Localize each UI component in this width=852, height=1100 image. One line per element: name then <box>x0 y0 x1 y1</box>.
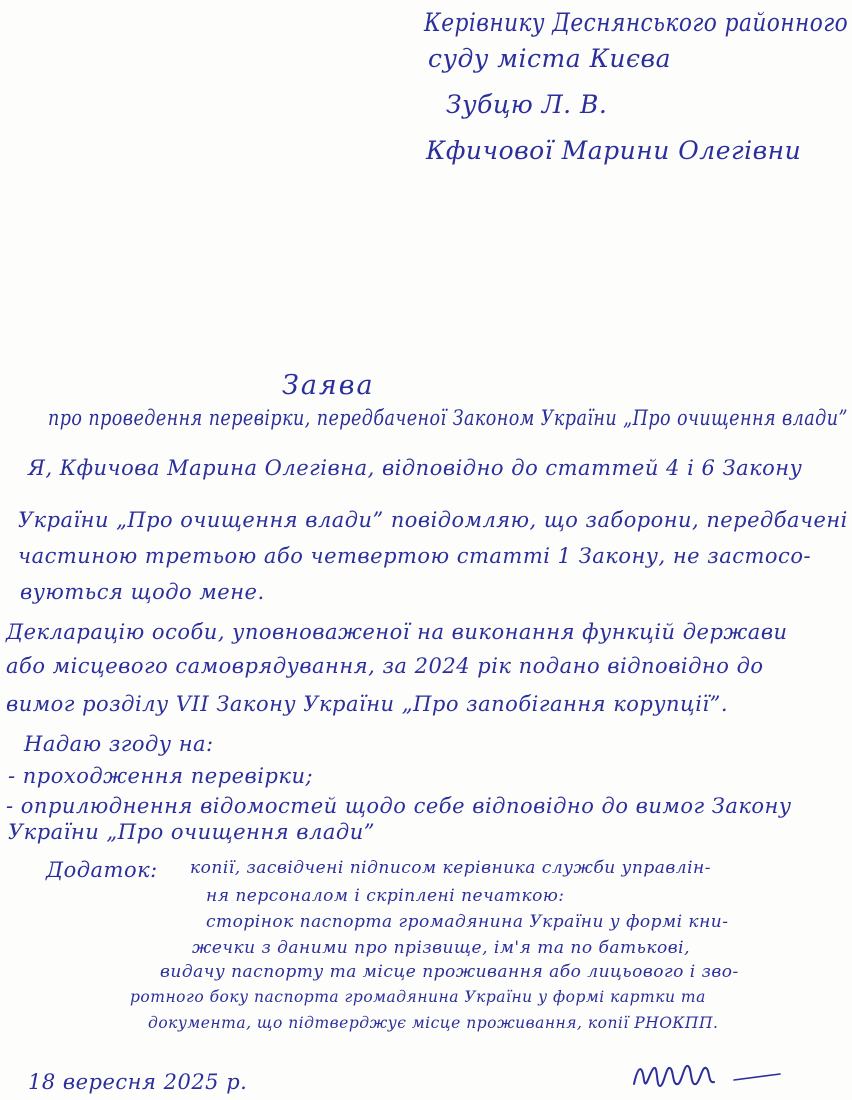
addressee-line-3: Зубцю Л. В. <box>446 90 608 119</box>
consent-item-2-cont: України „Про очищення влади” <box>8 820 375 844</box>
paragraph-2-line-3: вимог розділу VII Закону України „Про запобігання корупції”. <box>6 692 729 716</box>
attachment-line-1: копії, засвідчені підписом керівника служби управлін- <box>190 858 711 878</box>
attachment-line-6: ротного боку паспорта громадянина України у формі картки та <box>130 988 706 1006</box>
attachment-line-7: документа, що підтверджує місце проживання, копії РНОКПП. <box>148 1014 719 1032</box>
paragraph-1-line-3: частиною третьою або четвертою статті 1 Закону, не застосо- <box>18 544 812 568</box>
attachment-line-4: жечки з даними про прізвище, ім'я та по батькові, <box>192 938 691 958</box>
document-title: Заява <box>282 370 375 401</box>
signature <box>628 1056 788 1096</box>
document-date: 18 вересня 2025 р. <box>28 1070 248 1094</box>
consent-item-1: - проходження перевірки; <box>8 764 314 788</box>
paragraph-1-line-2: України „Про очищення влади” повідомляю, що заборони, передбачені <box>18 508 848 532</box>
paragraph-2-line-1: Декларацію особи, уповноваженої на виконання функцій держави <box>6 620 788 644</box>
consent-item-2: - оприлюднення відомостей щодо себе відповідно до вимог Закону <box>6 794 792 818</box>
signature-drawing <box>628 1056 788 1096</box>
attachment-line-3: сторінок паспорта громадянина України у формі кни- <box>206 912 729 932</box>
addressee-line-1: Керівнику Деснянського районного <box>424 8 849 37</box>
paragraph-1-line-1: Я, Кфичова Марина Олегівна, відповідно до статтей 4 і 6 Закону <box>28 456 803 480</box>
addressee-line-2: суду міста Києва <box>428 44 671 73</box>
document-subject: про проведення перевірки, передбаченої Законом України „Про очищення влади” <box>48 406 848 430</box>
paragraph-2-line-2: або місцевого самоврядування, за 2024 рік подано відповідно до <box>6 654 764 678</box>
attachment-line-5: видачу паспорту та місце проживання або лицьового і зво- <box>160 962 739 982</box>
consent-heading: Надаю згоду на: <box>24 732 214 756</box>
attachment-label: Додаток: <box>46 858 158 882</box>
paragraph-1-line-4: вуються щодо мене. <box>20 580 265 604</box>
attachment-line-2: ня персоналом і скріплені печаткою: <box>206 886 565 906</box>
applicant-name: Кфичової Марини Олегівни <box>426 136 802 165</box>
